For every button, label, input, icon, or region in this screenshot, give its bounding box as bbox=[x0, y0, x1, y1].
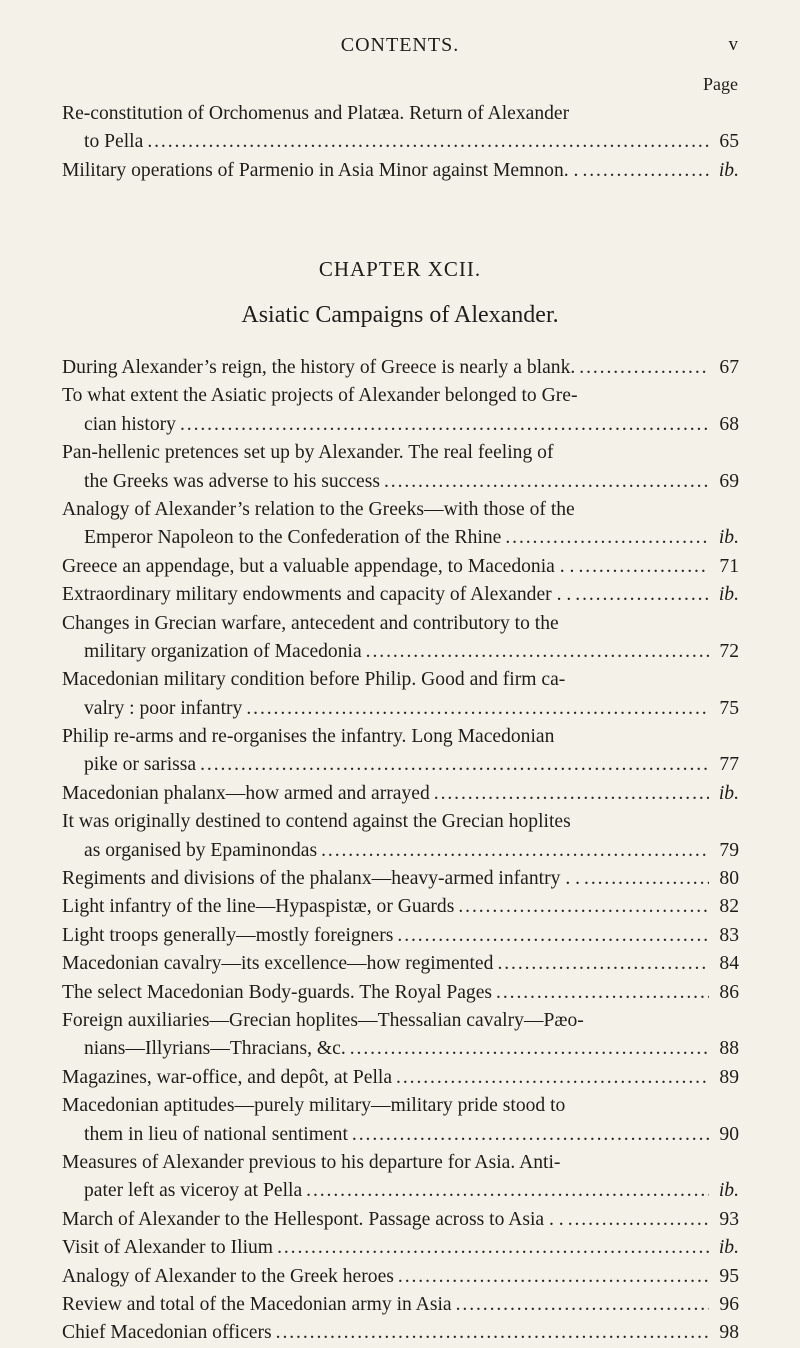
leader-dots bbox=[582, 157, 709, 185]
leader-dots bbox=[352, 1121, 709, 1149]
toc-entry-line bbox=[62, 1064, 739, 1092]
toc-entry-line bbox=[62, 581, 739, 609]
leader-dots bbox=[456, 1291, 709, 1319]
toc-entry bbox=[62, 922, 739, 950]
leader-dots bbox=[584, 865, 709, 893]
toc-entry-line bbox=[62, 666, 739, 694]
toc-entry-line bbox=[62, 128, 739, 156]
leader-dots bbox=[397, 922, 709, 950]
toc-entry bbox=[62, 157, 739, 185]
toc-entry bbox=[62, 1291, 739, 1319]
leader-dots bbox=[458, 893, 709, 921]
toc-entry-line bbox=[62, 382, 739, 410]
toc-entry-text: Pan-hellenic pretences set up by Alexander. The real feeling of bbox=[62, 442, 554, 464]
toc-page-number: 82 bbox=[719, 896, 739, 918]
toc-entry-text: Chief Macedonian officers bbox=[62, 1322, 272, 1344]
toc-entry-text: valry : poor infantry bbox=[84, 697, 243, 719]
toc-entry-text: Military operations of Parmenio in Asia Minor against Memnon. . bbox=[62, 159, 579, 181]
toc-entry bbox=[62, 610, 739, 667]
leader-dots bbox=[434, 780, 709, 808]
toc-entry-line bbox=[62, 865, 739, 893]
leader-dots bbox=[579, 354, 709, 382]
toc-entry-text: Re-constitution of Orchomenus and Platæa. Return of Alexander bbox=[62, 103, 570, 124]
toc-entry-text: Light infantry of the line—Hypaspistæ, or Guards bbox=[62, 896, 455, 918]
toc-page-number: 71 bbox=[719, 555, 739, 577]
toc-entry-line bbox=[62, 411, 739, 439]
toc-entry-line bbox=[62, 723, 739, 751]
page-column-label: Page bbox=[703, 74, 738, 94]
toc-entry-line bbox=[62, 1121, 739, 1149]
toc-entry bbox=[62, 666, 739, 723]
toc-page-number: 89 bbox=[719, 1066, 739, 1088]
toc-page-number: ib. bbox=[718, 584, 739, 606]
toc-entry-line bbox=[62, 1291, 739, 1319]
toc-entry-line bbox=[62, 808, 739, 836]
toc-entry-text: Emperor Napoleon to the Confederation of the Rhine bbox=[84, 527, 502, 549]
toc-entry-text: pater left as viceroy at Pella bbox=[84, 1180, 303, 1202]
toc-page-number: 90 bbox=[719, 1123, 739, 1145]
toc-entry-line bbox=[62, 1149, 739, 1177]
toc-entry-text: them in lieu of national sentiment bbox=[84, 1123, 348, 1145]
toc-entry-line bbox=[62, 468, 739, 496]
toc-entry bbox=[62, 723, 739, 780]
toc-page-number: 96 bbox=[719, 1293, 739, 1315]
toc-entry-text: Changes in Grecian warfare, antecedent and contributory to the bbox=[62, 612, 559, 634]
toc-entry bbox=[62, 1064, 739, 1092]
toc-entry bbox=[62, 950, 739, 978]
toc-entry bbox=[62, 354, 739, 382]
running-head bbox=[0, 34, 800, 64]
toc-entry-line bbox=[62, 638, 739, 666]
toc-page-number: ib. bbox=[718, 527, 739, 549]
toc-page-number: 75 bbox=[719, 697, 739, 719]
toc-entry-text: Analogy of Alexander’s relation to the Greeks—with those of the bbox=[62, 498, 575, 520]
toc-page-number: 98 bbox=[719, 1322, 739, 1344]
toc-entry bbox=[62, 1206, 739, 1234]
toc-entry bbox=[62, 1007, 739, 1064]
toc-entry-line bbox=[62, 922, 739, 950]
toc-entry-text: Analogy of Alexander to the Greek heroes bbox=[62, 1265, 394, 1287]
toc-entry-line bbox=[62, 496, 739, 524]
leader-dots bbox=[384, 468, 709, 496]
toc-entry-text: nians—Illyrians—Thracians, &c. bbox=[84, 1038, 346, 1060]
toc-page-number: 83 bbox=[719, 924, 739, 946]
leader-dots bbox=[246, 695, 709, 723]
toc-entry-line bbox=[62, 837, 739, 865]
toc-entry bbox=[62, 439, 739, 496]
toc-entry-line bbox=[62, 979, 739, 1007]
toc-entry-text: Macedonian cavalry—its excellence—how regimented bbox=[62, 953, 494, 975]
leader-dots bbox=[496, 979, 709, 1007]
toc-entry-text: During Alexander’s reign, the history of Greece is nearly a blank. bbox=[62, 357, 576, 378]
leader-dots bbox=[575, 581, 709, 609]
toc-entry-text: Measures of Alexander previous to his departure for Asia. Anti- bbox=[62, 1151, 561, 1173]
toc-entry-line bbox=[62, 1007, 739, 1035]
leader-dots bbox=[568, 1206, 709, 1234]
leader-dots bbox=[306, 1177, 709, 1205]
toc-entry bbox=[62, 1234, 739, 1262]
leader-dots bbox=[396, 1064, 709, 1092]
toc-entry bbox=[62, 1263, 739, 1291]
chapter-heading: CHAPTER XCII. bbox=[318, 257, 482, 281]
toc-entry-text: Macedonian phalanx—how armed and arrayed bbox=[62, 782, 430, 804]
toc-page-number: 84 bbox=[719, 953, 739, 975]
toc-entry-line bbox=[62, 1206, 739, 1234]
toc-page-number: 86 bbox=[719, 981, 739, 1003]
toc-entry bbox=[62, 553, 739, 581]
toc-entry-line bbox=[62, 610, 739, 638]
leader-dots bbox=[321, 837, 709, 865]
toc-entry-text: Extraordinary military endowments and capacity of Alexander . . bbox=[62, 584, 572, 606]
toc-page-number: ib. bbox=[718, 159, 739, 181]
toc-entry-text: Review and total of the Macedonian army in Asia bbox=[62, 1293, 452, 1315]
toc-entry-text: Philip re-arms and re-organises the infantry. Long Macedonian bbox=[62, 726, 555, 748]
toc-entry-text: It was originally destined to contend against the Grecian hoplites bbox=[62, 811, 571, 833]
toc-entry-line bbox=[62, 354, 739, 382]
toc-entry-text: Magazines, war-office, and depôt, at Pella bbox=[62, 1066, 393, 1088]
toc-page-number: ib. bbox=[718, 782, 739, 804]
toc-page-number: 72 bbox=[719, 640, 739, 662]
toc-entry bbox=[62, 382, 739, 439]
toc-entry-line bbox=[62, 751, 739, 779]
toc-entry-text: to Pella bbox=[84, 131, 144, 153]
toc-entry-line bbox=[62, 1319, 739, 1347]
toc-entry-text: Regiments and divisions of the phalanx—heavy-armed infantry . . bbox=[62, 868, 581, 890]
leader-dots bbox=[277, 1234, 709, 1262]
toc-page-number: 65 bbox=[719, 131, 739, 153]
toc-entry bbox=[62, 979, 739, 1007]
leader-dots bbox=[398, 1263, 709, 1291]
toc-entry-line bbox=[62, 157, 739, 185]
leader-dots bbox=[350, 1035, 709, 1063]
toc-entry-text: The select Macedonian Body-guards. The Royal Pages bbox=[62, 981, 493, 1003]
leader-dots bbox=[505, 524, 709, 552]
toc-entry-line bbox=[62, 893, 739, 921]
toc-entry-text: the Greeks was adverse to his success bbox=[84, 470, 380, 492]
toc-entry-line bbox=[62, 1177, 739, 1205]
toc-entry-text: military organization of Macedonia bbox=[84, 640, 362, 662]
running-title: CONTENTS. bbox=[340, 34, 460, 56]
toc-entry-text: March of Alexander to the Hellespont. Passage across to Asia . . bbox=[62, 1208, 564, 1230]
toc-entry-line bbox=[62, 950, 739, 978]
toc-page-number: 95 bbox=[719, 1265, 739, 1287]
chapter-title: Asiatic Campaigns of Alexander. bbox=[241, 302, 559, 328]
toc-entry bbox=[62, 808, 739, 865]
toc-entry bbox=[62, 1149, 739, 1206]
toc-entry-line bbox=[62, 695, 739, 723]
leader-dots bbox=[276, 1319, 709, 1347]
toc-page-number: 80 bbox=[719, 868, 739, 890]
toc-entry bbox=[62, 496, 739, 553]
toc-entry-text: as organised by Epaminondas bbox=[84, 839, 318, 861]
toc-top-entries bbox=[62, 100, 739, 185]
page-numeral: v bbox=[728, 34, 738, 55]
toc-entry-text: Macedonian military condition before Philip. Good and firm ca- bbox=[62, 669, 566, 691]
toc-entry bbox=[62, 780, 739, 808]
toc-page-number: 69 bbox=[719, 470, 739, 492]
toc-entry bbox=[62, 865, 739, 893]
toc-entry-text: Visit of Alexander to Ilium bbox=[62, 1237, 274, 1259]
toc-page-number: 68 bbox=[719, 413, 739, 435]
toc-entries bbox=[62, 354, 739, 1348]
toc-entry-text: Light troops generally—mostly foreigners bbox=[62, 924, 394, 946]
toc-entry-text: Macedonian aptitudes—purely military—military pride stood to bbox=[62, 1095, 566, 1117]
toc-entry-line bbox=[62, 100, 739, 128]
leader-dots bbox=[200, 751, 709, 779]
toc-page-number: 88 bbox=[719, 1038, 739, 1060]
toc-page-number: 77 bbox=[719, 754, 739, 776]
leader-dots bbox=[147, 128, 709, 156]
toc-page-number: ib. bbox=[718, 1237, 739, 1259]
toc-entry-text: To what extent the Asiatic projects of Alexander belonged to Gre- bbox=[62, 385, 578, 407]
leader-dots bbox=[497, 950, 709, 978]
leader-dots bbox=[578, 553, 709, 581]
toc-entry-text: pike or sarissa bbox=[84, 754, 197, 776]
leader-dots bbox=[180, 411, 709, 439]
toc-entry-text: cian history bbox=[84, 413, 176, 435]
toc-entry-line bbox=[62, 553, 739, 581]
toc-entry-line bbox=[62, 524, 739, 552]
toc-entry-line bbox=[62, 439, 739, 467]
toc-page-number: ib. bbox=[718, 1180, 739, 1202]
toc-entry bbox=[62, 581, 739, 609]
toc-entry bbox=[62, 100, 739, 157]
toc-entry-line bbox=[62, 1263, 739, 1291]
toc-entry-text: Greece an appendage, but a valuable appendage, to Macedonia . . bbox=[62, 555, 575, 577]
toc-entry-line bbox=[62, 780, 739, 808]
toc-entry-line bbox=[62, 1092, 739, 1120]
leader-dots bbox=[366, 638, 709, 666]
toc-page-number: 93 bbox=[719, 1208, 739, 1230]
toc-page-number: 79 bbox=[719, 839, 739, 861]
toc-entry-line bbox=[62, 1035, 739, 1063]
toc-entry bbox=[62, 893, 739, 921]
toc-entry bbox=[62, 1319, 739, 1347]
toc-entry-text: Foreign auxiliaries—Grecian hoplites—Thessalian cavalry—Pæo- bbox=[62, 1009, 584, 1031]
toc-entry bbox=[62, 1092, 739, 1149]
toc-page-number: 67 bbox=[719, 357, 739, 378]
toc-entry-line bbox=[62, 1234, 739, 1262]
